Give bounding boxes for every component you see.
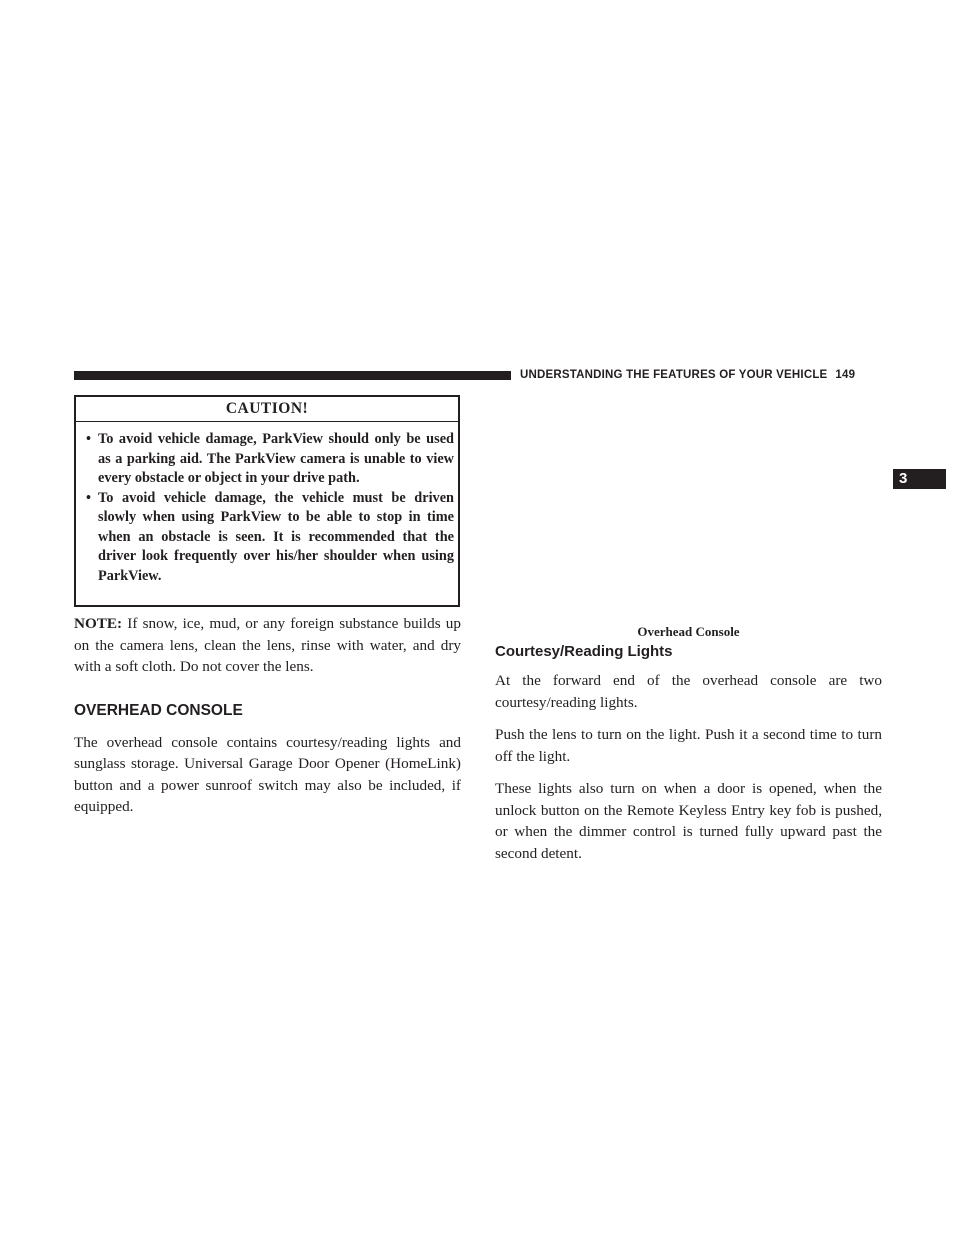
- figure-caption: Overhead Console: [637, 624, 740, 639]
- chapter-number: 3: [899, 470, 908, 487]
- running-header: [520, 369, 855, 381]
- bullet-icon: •: [86, 489, 92, 506]
- caution-item: [76, 430, 458, 489]
- header-section-title: UNDERSTANDING THE FEATURES OF YOUR VEHICLE: [520, 369, 828, 381]
- caution-title: CAUTION!: [76, 397, 458, 422]
- caution-item: [76, 489, 458, 587]
- note-paragraph: [74, 613, 461, 678]
- caution-box: [74, 395, 460, 607]
- bullet-icon: •: [86, 431, 92, 447]
- courtesy-paragraph: At the forward end of the overhead console are two courtesy/reading lights.: [495, 672, 882, 711]
- left-column: [74, 613, 461, 829]
- caution-item-text: To avoid vehicle damage, ParkView should only be used as a parking aid. The ParkView camera is unable to view every obstacle or object in your drive path.: [98, 431, 454, 486]
- right-column: [495, 643, 882, 875]
- courtesy-paragraph: Push the lens to turn on the light. Push it a second time to turn off the light.: [495, 726, 882, 765]
- courtesy-lights-heading: Courtesy/Reading Lights: [495, 643, 673, 660]
- caution-list: [76, 430, 458, 586]
- courtesy-paragraph: These lights also turn on when a door is opened, when the unlock button on the Remote Keyless Entry key fob is pushed, or when the dimmer control is turned fully upward past the second detent.: [495, 780, 882, 862]
- page-number: 149: [835, 369, 856, 381]
- caution-item-text: To avoid vehicle damage, the vehicle must be driven slowly when using ParkView to be able to stop in time when an obstacle is seen. It is recommended that the driver look frequently over his/her shoulder when using ParkView.: [98, 489, 454, 584]
- overhead-console-heading: OVERHEAD CONSOLE: [74, 701, 243, 719]
- note-text: If snow, ice, mud, or any foreign substance builds up on the camera lens, clean the lens, rinse with water, and dry with a soft cloth. Do not cover the lens.: [74, 615, 461, 675]
- header-rule: [74, 371, 511, 380]
- overhead-console-paragraph: The overhead console contains courtesy/reading lights and sunglass storage. Universal Garage Door Opener (HomeLink) button and a power sunroof switch may also be included, if equipped.: [74, 733, 461, 815]
- note-label: NOTE:: [74, 615, 123, 632]
- chapter-tab: [893, 469, 946, 489]
